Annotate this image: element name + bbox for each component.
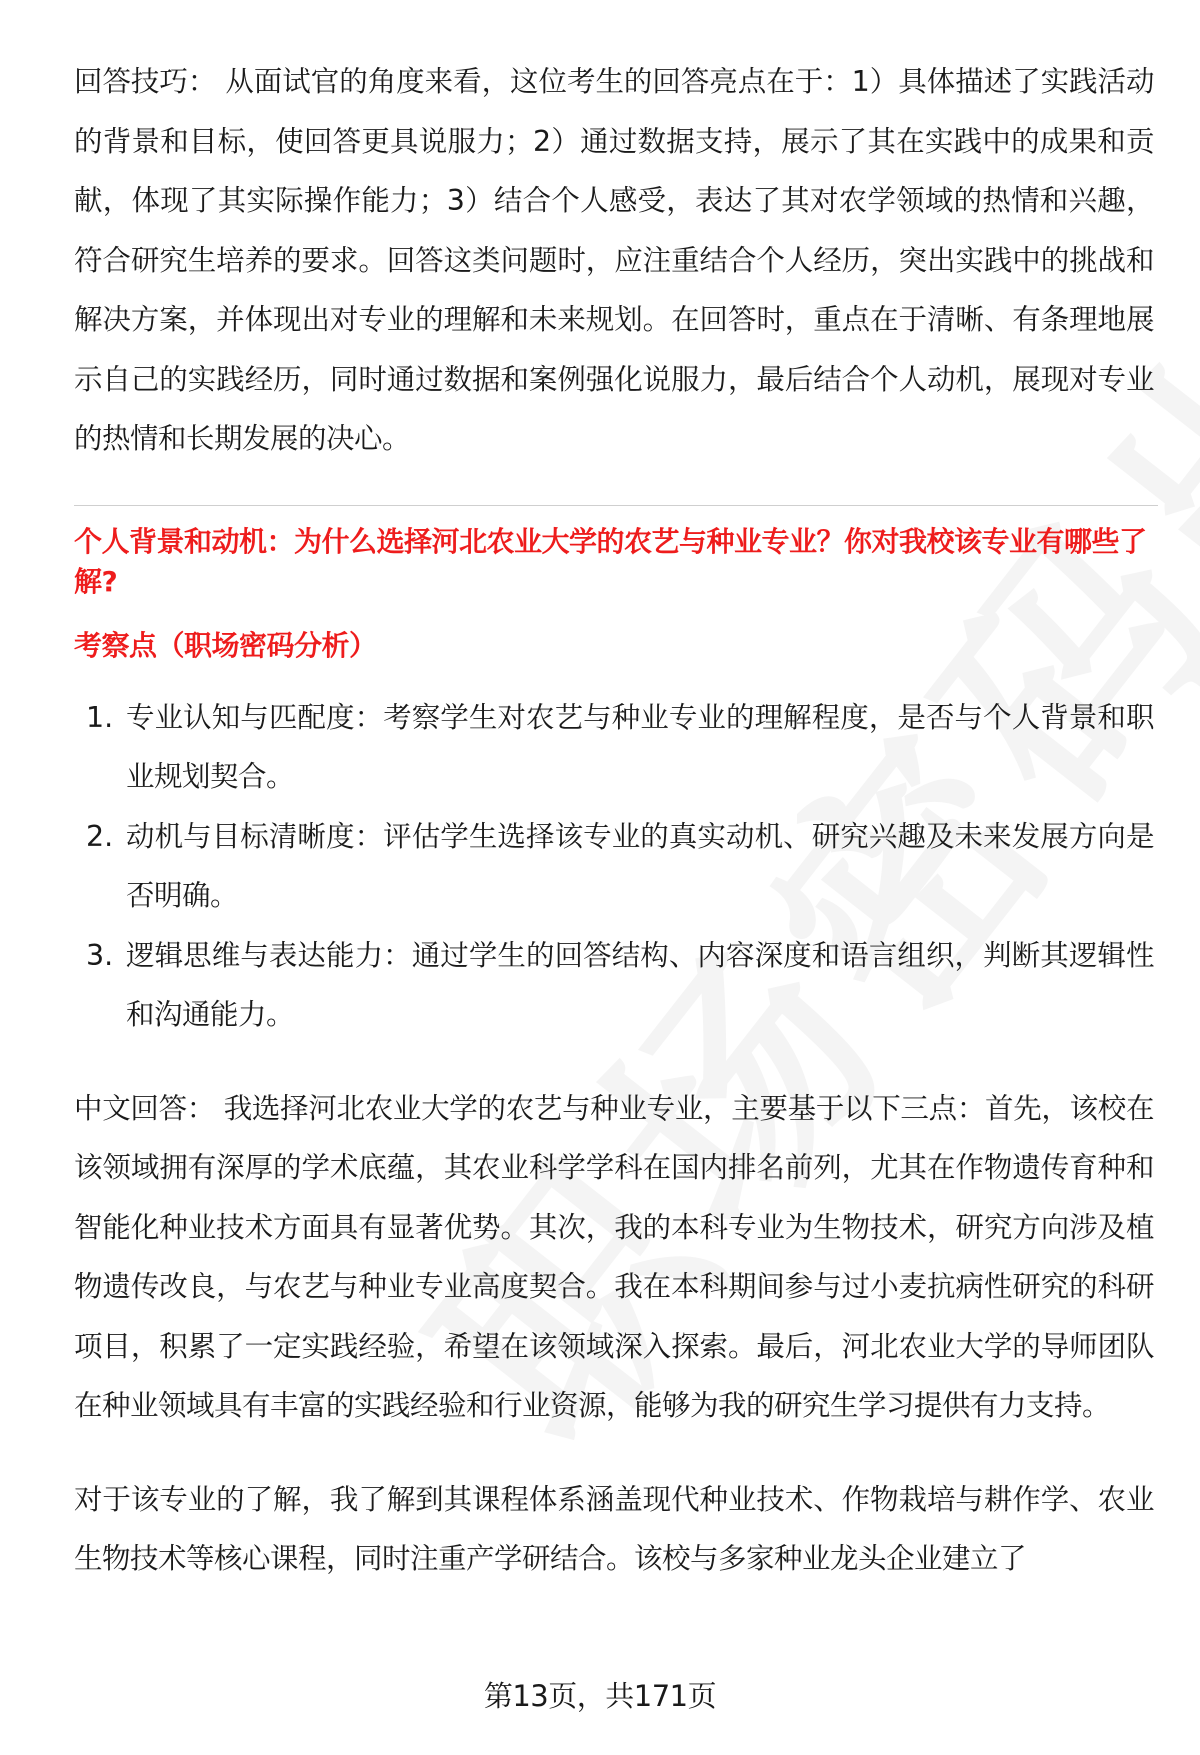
question-heading: 个人背景和动机：为什么选择河北农业大学的农艺与种业专业？你对我校该专业有哪些了解?	[74, 524, 1147, 598]
answer-paragraph: 中文回答： 我选择河北农业大学的农艺与种业专业，主要基于以下三点：首先，该校在该领域拥有深厚的学术底蕴，其农业科学学科在国内排名前列，尤其在作物遗传育种和智能化种业技术方面具有显著优势。其次，我的本科专业为生物技术，研究方向涉及植物遗传改良，与农艺与种业专业高度契合。我在本科期间参与过小麦抗病性研究的科研项目，积累了一定实践经验，希望在该领域深入探索。最后，河北农业大学的导师团队在种业领域具有丰富的实践经验和行业资源，能够为我的研究生学习提供有力支持。	[74, 1091, 1154, 1422]
list-item	[74, 688, 1154, 807]
list-number: 2.	[86, 819, 114, 853]
list-text: 动机与目标清晰度：评估学生选择该专业的真实动机、研究兴趣及未来发展方向是否明确。	[126, 819, 1154, 912]
assessment-points	[74, 688, 1154, 1045]
list-number: 1.	[86, 700, 114, 734]
intro-paragraph: 回答技巧： 从面试官的角度来看，这位考生的回答亮点在于：1）具体描述了实践活动的背景和目标，使回答更具说服力；2）通过数据支持，展示了其在实践中的成果和贡献，体现了其实际操作能力；3）结合个人感受，表达了其对农学领域的热情和兴趣，符合研究生培养的要求。回答这类问题时，应注重结合个人经历，突出实践中的挑战和解决方案，并体现出对专业的理解和未来规划。在回答时，重点在于清晰、有条理地展示自己的实践经历，同时通过数据和案例强化说服力，最后结合个人动机，展现对专业的热情和长期发展的决心。	[74, 65, 1154, 455]
list-item	[74, 807, 1154, 926]
page-content	[74, 52, 1154, 1589]
list-text: 逻辑思维与表达能力：通过学生的回答结构、内容深度和语言组织，判断其逻辑性和沟通能力。	[126, 938, 1154, 1031]
page-footer: 第13页，共171页	[483, 1679, 717, 1713]
assessment-heading: 考察点（职场密码分析）	[74, 628, 377, 662]
list-number: 3.	[86, 938, 114, 972]
list-text: 专业认知与匹配度：考察学生对农艺与种业专业的理解程度，是否与个人背景和职业规划契合。	[126, 700, 1154, 793]
section-divider	[74, 505, 1158, 506]
understanding-paragraph: 对于该专业的了解，我了解到其课程体系涵盖现代种业技术、作物栽培与耕作学、农业生物技术等核心课程，同时注重产学研结合。该校与多家种业龙头企业建立了	[74, 1482, 1154, 1575]
list-item	[74, 926, 1154, 1045]
